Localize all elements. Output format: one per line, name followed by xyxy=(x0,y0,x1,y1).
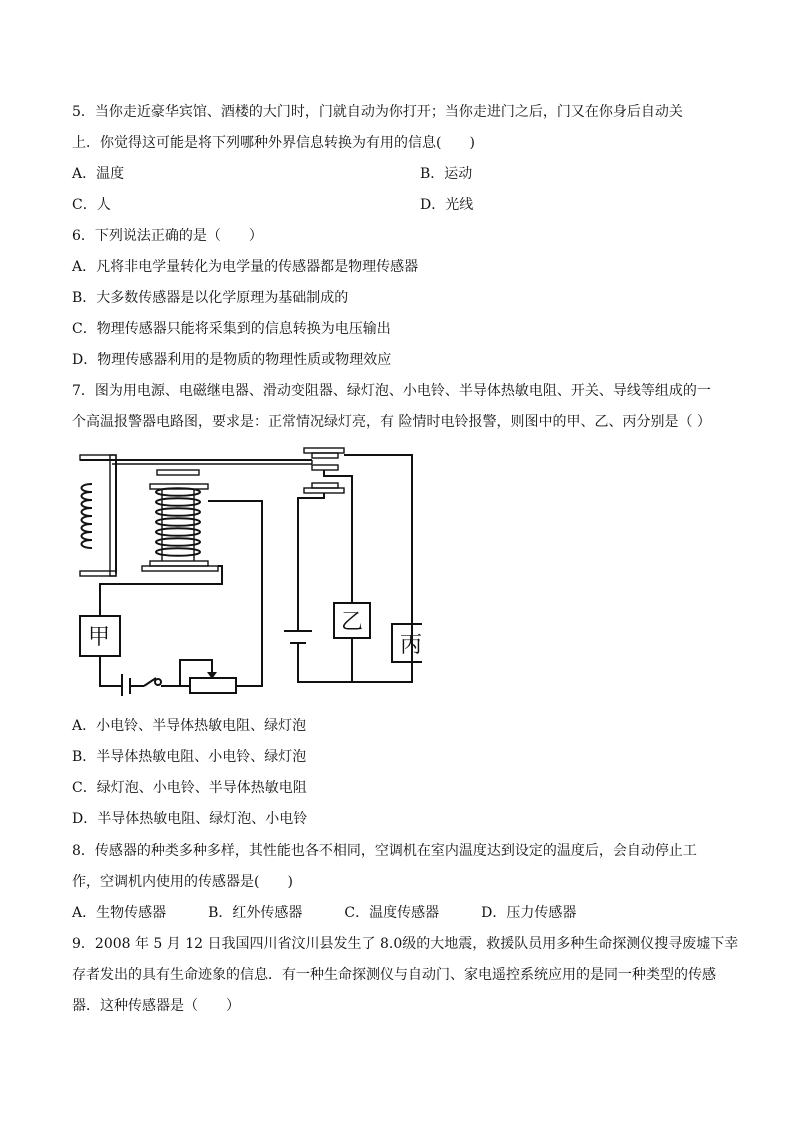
electromagnet-icon xyxy=(142,470,218,571)
q7-stem-line2: 个高温报警器电路图，要求是：正常情况绿灯亮，有 险情时电铃报警，则图中的甲、乙、丙分别是（ ） xyxy=(72,414,711,430)
q7-option-d: D．半导体热敏电阻、绿灯泡、小电铃 xyxy=(72,811,308,827)
q5-option-d: D．光线 xyxy=(420,197,474,213)
q6-option-b: B．大多数传感器是以化学原理为基础制成的 xyxy=(72,290,349,306)
q7-option-b: B．半导体热敏电阻、小电铃、绿灯泡 xyxy=(72,749,307,765)
q5-stem-line2: 上．你觉得这可能是将下列哪种外界信息转换为有用的信息( ) xyxy=(72,135,475,151)
power-source-icon xyxy=(284,631,312,643)
q5-stem-line1: 5．当你走近豪华宾馆、酒楼的大门时，门就自动为你打开；当你走进门之后，门又在你身后自动关 xyxy=(72,104,683,120)
q8-stem-line2: 作，空调机内使用的传感器是( ) xyxy=(72,874,293,890)
q9-stem-line2: 存者发出的具有生命迹象的信息．有一种生命探测仪与自动门、家电遥控系统应用的是同一种类型的传感 xyxy=(72,967,716,983)
q5-option-c: C．人 xyxy=(72,197,111,213)
q6-option-c: C．物理传感器只能将采集到的信息转换为电压输出 xyxy=(72,321,391,337)
component-label-yi: 乙 xyxy=(341,610,364,635)
q5-options-row2 xyxy=(72,195,474,215)
q7-option-a: A．小电铃、半导体热敏电阻、绿灯泡 xyxy=(72,718,307,734)
q9-stem-line1: 9．2008 年 5 月 12 日我国四川省汶川县发生了 8.0级的大地震，救援队员用多种生命探测仪搜寻废墟下幸 xyxy=(72,936,739,952)
q5-option-a: A．温度 xyxy=(72,166,125,182)
switch-icon xyxy=(144,678,161,686)
battery-icon xyxy=(122,674,130,696)
q7-stem-line1: 7．图为用电源、电磁继电器、滑动变阻器、绿灯泡、小电铃、半导体热敏电阻、开关、导线等组成的一 xyxy=(72,383,711,399)
q9-stem-line3: 器．这种传感器是（ ） xyxy=(72,998,240,1014)
spring-icon xyxy=(82,484,93,548)
q5-options-row1 xyxy=(72,164,473,184)
q6-option-a: A．凡将非电学量转化为电学量的传感器都是物理传感器 xyxy=(72,259,419,275)
q8-options: A．生物传感器 B．红外传感器 C．温度传感器 D．压力传感器 xyxy=(72,905,577,921)
q7-option-c: C．绿灯泡、小电铃、半导体热敏电阻 xyxy=(72,780,307,796)
component-label-bing: 丙 xyxy=(400,633,422,658)
q5-option-b: B．运动 xyxy=(420,166,473,182)
q6-stem: 6．下列说法正确的是（ ） xyxy=(72,228,263,244)
component-label-jia: 甲 xyxy=(88,625,111,650)
q8-stem-line1: 8．传感器的种类多种多样，其性能也各不相同，空调机在室内温度达到设定的温度后，会自动停止工 xyxy=(72,843,697,859)
rheostat-icon xyxy=(180,660,236,693)
q6-option-d: D．物理传感器利用的是物质的物理性质或物理效应 xyxy=(72,352,392,368)
circuit-diagram xyxy=(72,446,422,696)
